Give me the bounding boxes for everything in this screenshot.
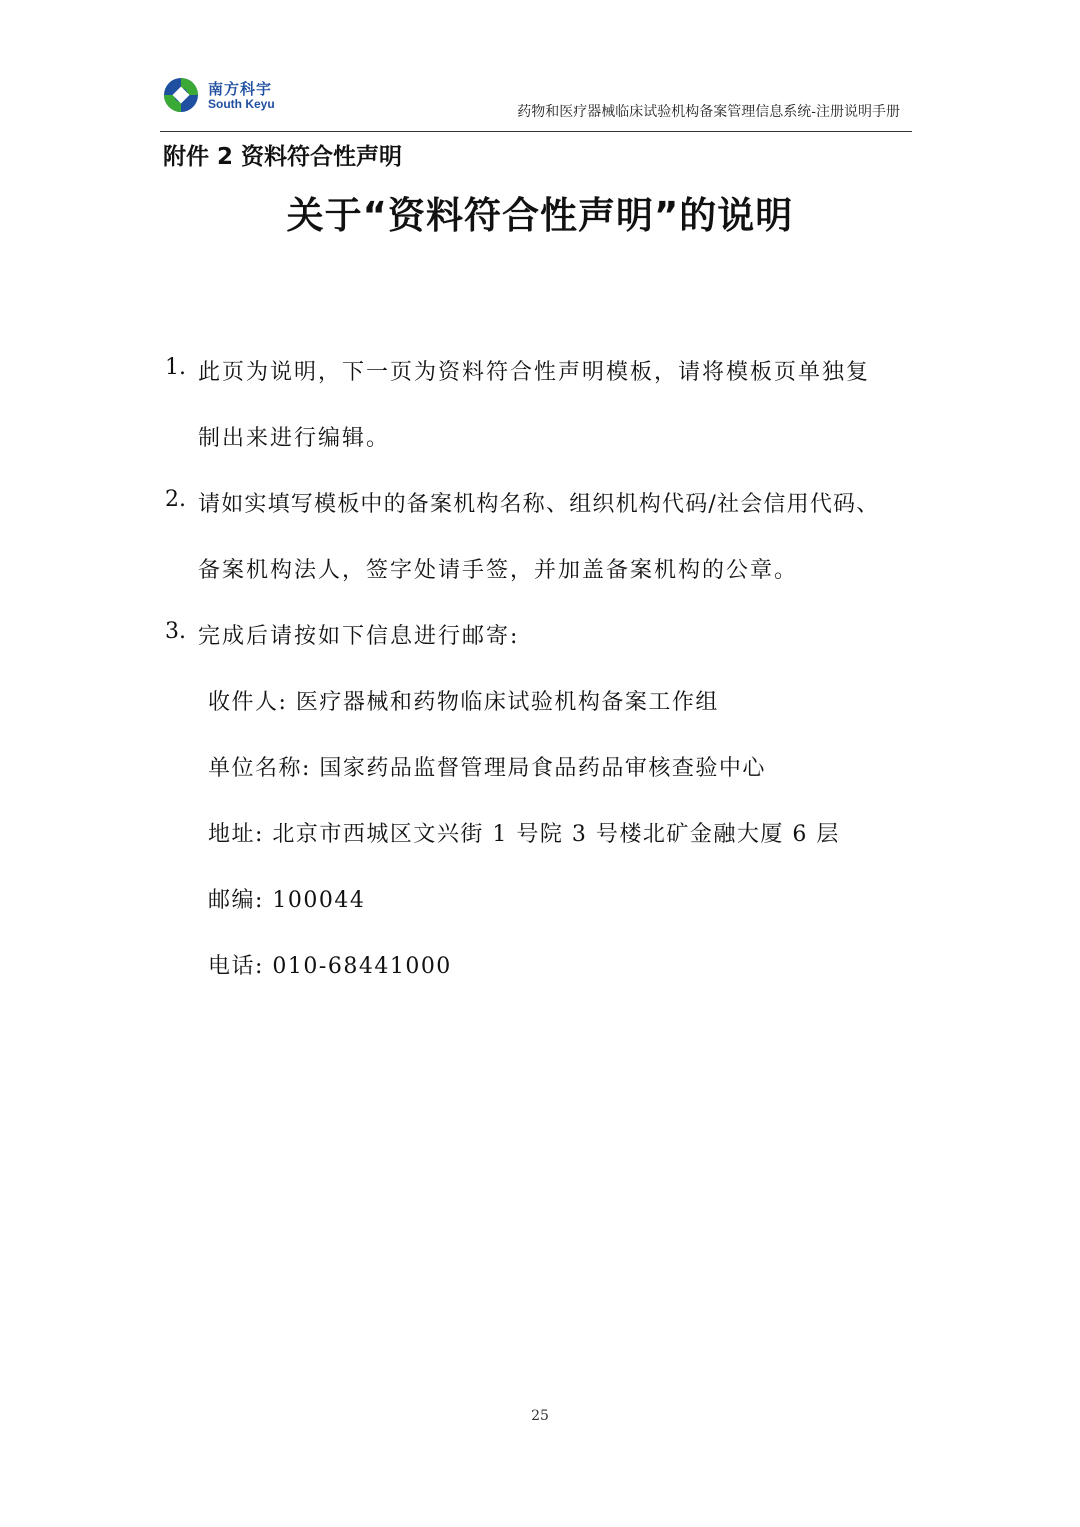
item-text-line: 备案机构法人，签字处请手签，并加盖备案机构的公章。 bbox=[198, 558, 799, 583]
page-number: 25 bbox=[531, 1408, 549, 1424]
header-document-title: 药物和医疗器械临床试验机构备案管理信息系统-注册说明手册 bbox=[517, 104, 900, 120]
logo-text-cn: 南方科宇 bbox=[208, 80, 273, 98]
header-divider bbox=[160, 131, 912, 132]
item-number: 2. bbox=[165, 487, 186, 512]
mailing-organization: 单位名称: 国家药品监督管理局食品药品审核查验中心 bbox=[208, 756, 766, 781]
logo-text-en: South Keyu bbox=[208, 97, 275, 111]
item-text-line: 完成后请按如下信息进行邮寄: bbox=[198, 624, 520, 649]
mailing-recipient: 收件人: 医疗器械和药物临床试验机构备案工作组 bbox=[208, 690, 719, 715]
document-title: 关于“资料符合性声明”的说明 bbox=[286, 194, 794, 237]
item-text-line: 制出来进行编辑。 bbox=[198, 426, 391, 451]
item-text-line: 请如实填写模板中的备案机构名称、组织机构代码/社会信用代码、 bbox=[198, 492, 880, 517]
mailing-address: 地址: 北京市西城区文兴街 1 号院 3 号楼北矿金融大厦 6 层 bbox=[208, 822, 840, 847]
item-number: 3. bbox=[165, 619, 186, 644]
mailing-phone: 电话: 010-68441000 bbox=[208, 954, 452, 979]
attachment-heading: 附件 2 资料符合性声明 bbox=[163, 144, 403, 170]
item-number: 1. bbox=[165, 355, 186, 380]
logo-mark-icon bbox=[162, 76, 200, 114]
item-text-line: 此页为说明，下一页为资料符合性声明模板，请将模板页单独复 bbox=[198, 360, 871, 385]
mailing-postcode: 邮编: 100044 bbox=[208, 888, 366, 913]
company-logo bbox=[162, 76, 302, 116]
